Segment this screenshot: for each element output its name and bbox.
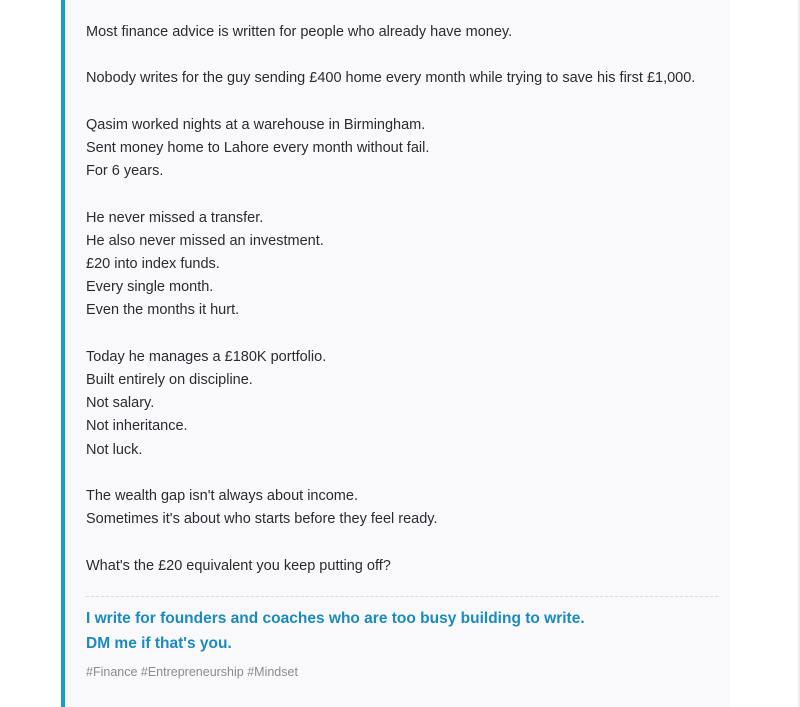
post-line: He also never missed an investment.: [86, 232, 324, 249]
post-line: Nobody writes for the guy sending £400 home every month while trying to save his first £1,000.: [86, 70, 696, 87]
post-line: Built entirely on discipline.: [86, 371, 253, 388]
post-line: Sometimes it's about who starts before they feel ready.: [86, 511, 438, 528]
post-line: For 6 years.: [86, 163, 164, 180]
cta-line-2: DM me if that's you.: [86, 635, 232, 652]
post-body: [86, 21, 716, 601]
paragraph-2: [86, 67, 716, 90]
post-line: Sent money home to Lahore every month without fail.: [86, 139, 430, 156]
post-line: Qasim worked nights at a warehouse in Birmingham.: [86, 116, 426, 133]
section-divider: [86, 596, 718, 597]
paragraph-6: [86, 485, 716, 531]
paragraph-1: [86, 21, 716, 44]
paragraph-5: [86, 346, 716, 462]
post-line: Not inheritance.: [86, 418, 188, 435]
page-margin: [730, 0, 800, 707]
post-line: Not salary.: [86, 395, 155, 412]
post-line: The wealth gap isn't always about income.: [86, 487, 358, 504]
accent-bar: [61, 0, 65, 707]
post-line: Even the months it hurt.: [86, 302, 240, 319]
post-line: Not luck.: [86, 441, 143, 458]
post-line: What's the £20 equivalent you keep putting off?: [86, 557, 391, 574]
post-line: Most finance advice is written for people who already have money.: [86, 24, 513, 40]
paragraph-7: [86, 555, 716, 578]
call-to-action: [86, 606, 726, 656]
post-line: He never missed a transfer.: [86, 209, 264, 226]
hashtags: #Finance #Entrepreneurship #Mindset: [86, 665, 298, 679]
post-line: Every single month.: [86, 279, 214, 296]
cta-line-1: I write for founders and coaches who are too busy building to write.: [86, 610, 585, 627]
paragraph-4: [86, 207, 716, 323]
post-line: £20 into index funds.: [86, 255, 220, 272]
post-line: Today he manages a £180K portfolio.: [86, 348, 327, 365]
paragraph-3: [86, 114, 716, 184]
